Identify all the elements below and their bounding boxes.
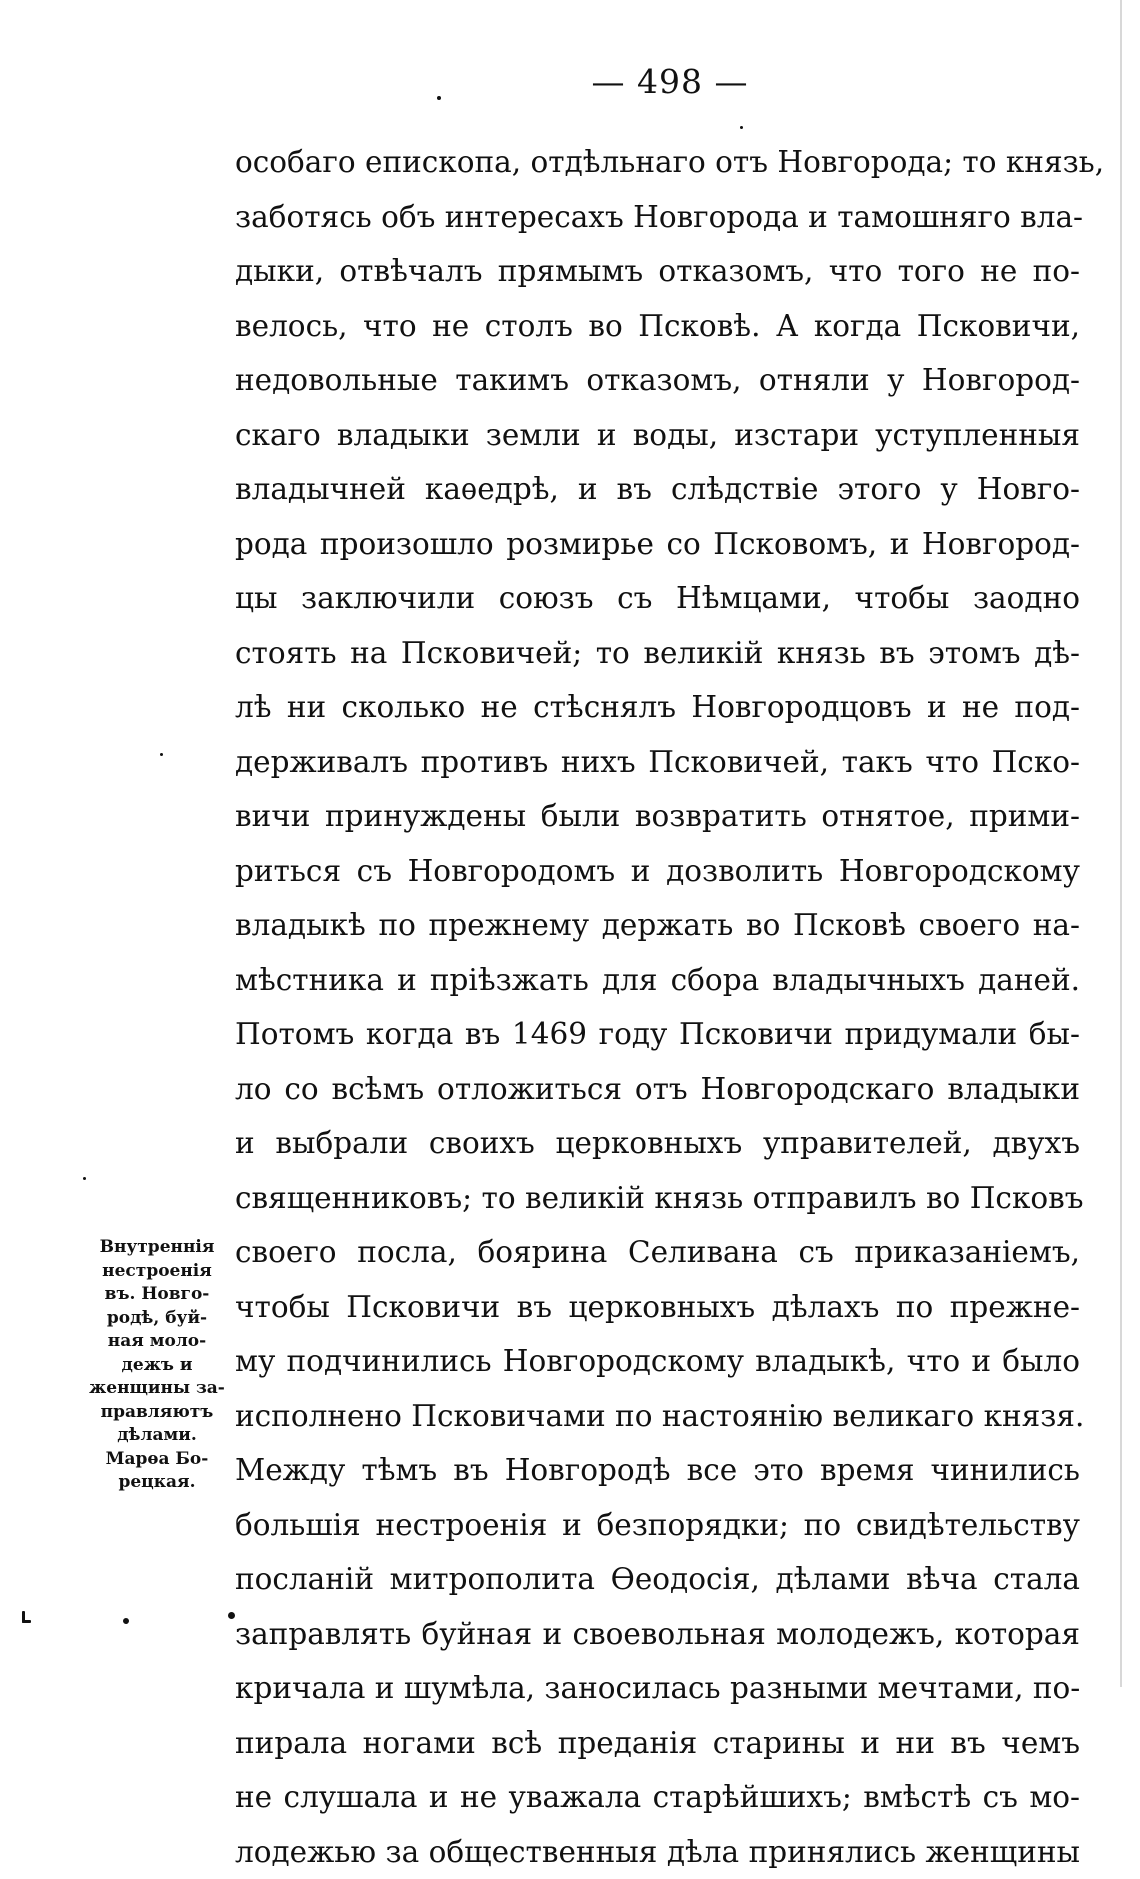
- scan-speck: [22, 1620, 31, 1623]
- scan-speck: [123, 1618, 129, 1624]
- text-line: лодежью за общественныя дѣла принялись женщины: [235, 1825, 1080, 1879]
- margin-note-line: Внутреннія: [88, 1236, 226, 1260]
- scan-speck: [228, 1612, 235, 1619]
- text-line: дыки, отвѣчалъ прямымъ отказомъ, что того не по-: [235, 244, 1080, 299]
- text-line: владычней каѳедрѣ, и въ слѣдствіе этого у Новго-: [235, 462, 1080, 517]
- text-line: мѣстника и пріѣзжать для сбора владычныхъ даней.: [235, 953, 1080, 1008]
- margin-note-line: правляютъ: [88, 1401, 226, 1425]
- text-line: своего посла, боярина Селивана съ приказаніемъ,: [235, 1225, 1080, 1280]
- text-line: чтобы Псковичи въ церковныхъ дѣлахъ по прежне-: [235, 1280, 1080, 1335]
- margin-note-line: въ. Новго-: [88, 1283, 226, 1307]
- text-line: заправлять буйная и своевольная молодежъ, которая: [235, 1607, 1080, 1662]
- text-line: ло со всѣмъ отложиться отъ Новгородскаго владыки: [235, 1062, 1080, 1117]
- text-line: Между тѣмъ въ Новгородѣ все это время чинились: [235, 1443, 1080, 1498]
- text-line: Потомъ когда въ 1469 году Псковичи придумали бы-: [235, 1007, 1080, 1062]
- text-line: му подчинились Новгородскому владыкѣ, что и было: [235, 1334, 1080, 1389]
- text-line: лѣ ни сколько не стѣснялъ Новгородцовъ и не под-: [235, 680, 1080, 735]
- text-line: пирала ногами всѣ преданія старины и ни въ чемъ: [235, 1716, 1080, 1771]
- text-line: кричала и шумѣла, заносилась разными мечтами, по-: [235, 1661, 1080, 1716]
- text-line: владыкѣ по прежнему держать во Псковѣ своего на-: [235, 898, 1080, 953]
- text-line: риться съ Новгородомъ и дозволить Новгородскому: [235, 844, 1080, 899]
- margin-note-line: родѣ, буй-: [88, 1307, 226, 1331]
- text-line: вичи принуждены были возвратить отнятое, прими-: [235, 789, 1080, 844]
- text-line: держивалъ противъ нихъ Псковичей, такъ что Пско-: [235, 735, 1080, 790]
- page-edge-line: [1120, 0, 1122, 1687]
- text-line: велось, что не столъ во Псковѣ. А когда Псковичи,: [235, 299, 1080, 354]
- text-line: стоять на Псковичей; то великій князь въ этомъ дѣ-: [235, 626, 1080, 681]
- margin-note-line: ная моло-: [88, 1330, 226, 1354]
- text-line: не слушала и не уважала старѣйшихъ; вмѣстѣ съ мо-: [235, 1770, 1080, 1825]
- margin-note-line: дежъ и: [88, 1354, 226, 1378]
- scan-speck: [160, 753, 163, 756]
- page-number: — 498 —: [550, 62, 790, 102]
- text-line: скаго владыки земли и воды, изстари уступленныя: [235, 408, 1080, 463]
- text-line: рода произошло розмирье со Псковомъ, и Новгород-: [235, 517, 1080, 572]
- scan-speck: [437, 96, 441, 100]
- text-line: недовольные такимъ отказомъ, отняли у Новгород-: [235, 353, 1080, 408]
- scan-speck: [740, 126, 743, 129]
- text-line: священниковъ; то великій князь отправилъ во Псковъ: [235, 1171, 1080, 1226]
- margin-note-line: женщины за-: [88, 1377, 226, 1401]
- text-line: заботясь объ интересахъ Новгорода и тамошняго вла-: [235, 190, 1080, 245]
- text-line: особаго епископа, отдѣльнаго отъ Новгорода; то князь,: [235, 135, 1080, 190]
- text-line: исполнено Псковичами по настоянію великаго князя.: [235, 1389, 1080, 1444]
- scan-speck: [83, 1177, 86, 1180]
- main-text-block: [235, 135, 1080, 1879]
- text-line: и выбрали своихъ церковныхъ управителей, двухъ: [235, 1116, 1080, 1171]
- text-line: большія нестроенія и безпорядки; по свидѣтельству: [235, 1498, 1080, 1553]
- margin-note-line: нестроенія: [88, 1260, 226, 1284]
- margin-note-line: Марѳа Бо-: [88, 1448, 226, 1472]
- text-line: цы заключили союзъ съ Нѣмцами, чтобы заодно: [235, 571, 1080, 626]
- margin-note-line: рецкая.: [88, 1471, 226, 1495]
- text-line: посланій митрополита Ѳеодосія, дѣлами вѣча стала: [235, 1552, 1080, 1607]
- margin-note: [88, 1236, 226, 1495]
- margin-note-line: дѣлами.: [88, 1424, 226, 1448]
